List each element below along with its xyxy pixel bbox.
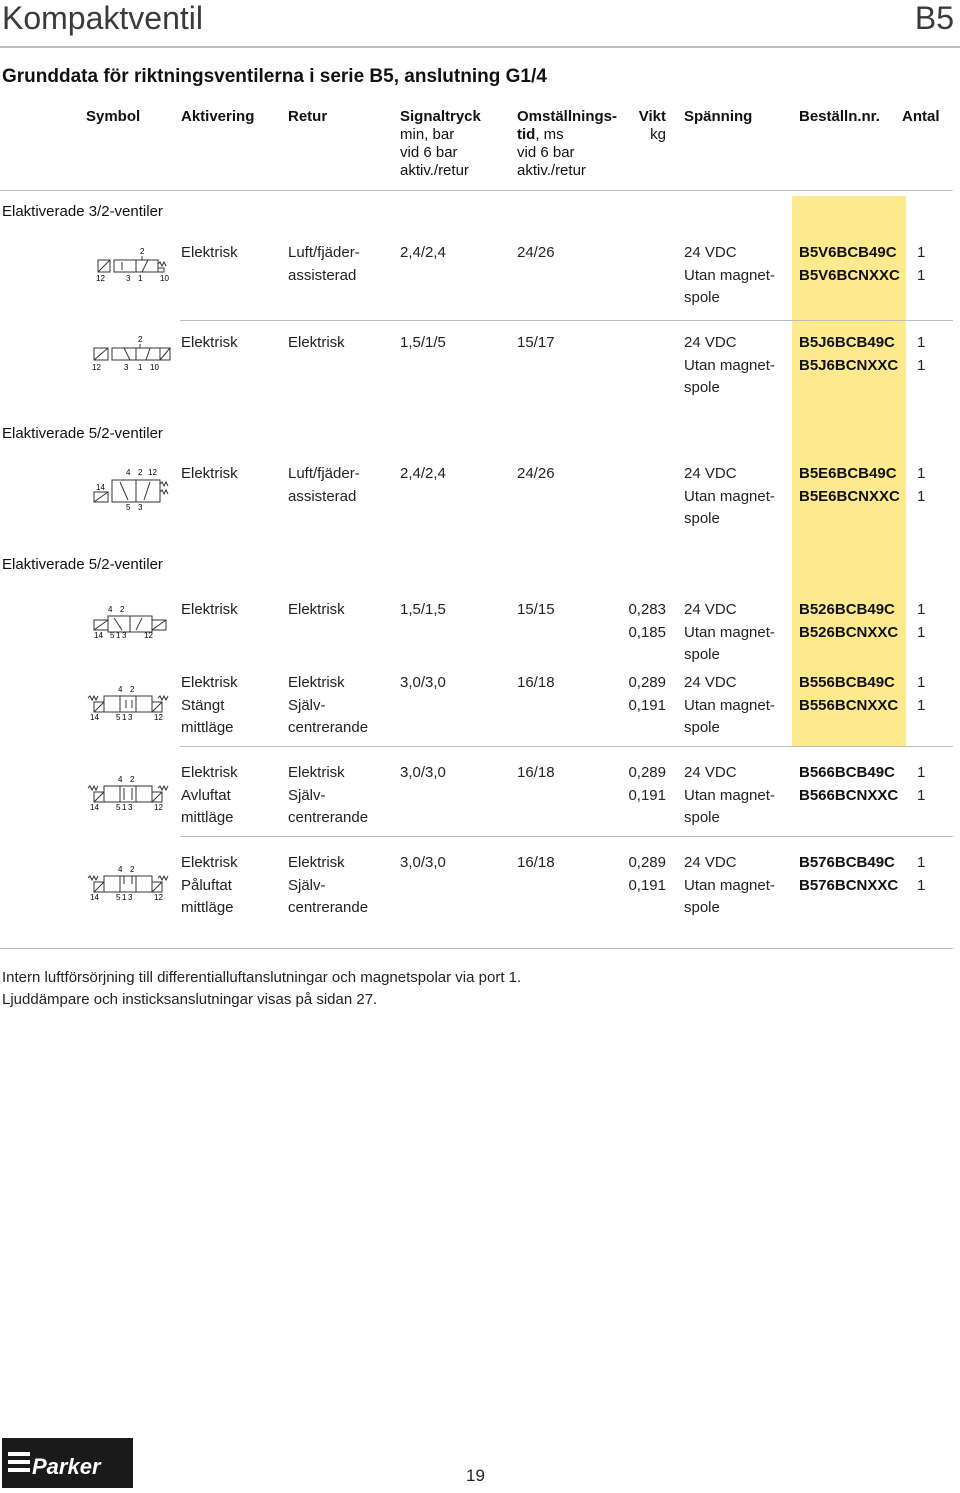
col-header-retur: Retur — [288, 108, 328, 125]
svg-text:2: 2 — [138, 335, 143, 344]
svg-text:3: 3 — [122, 631, 127, 640]
cell-spanning: 24 VDC Utan magnet- spole — [684, 674, 775, 736]
svg-text:1: 1 — [122, 713, 127, 722]
svg-text:12: 12 — [154, 713, 163, 722]
svg-text:4: 4 — [108, 605, 113, 614]
svg-text:3: 3 — [126, 274, 131, 283]
cell-aktivering: Elektrisk Avluftat mittläge — [181, 764, 238, 826]
footnote: Ljuddämpare och insticksanslutningar visas på sidan 27. — [2, 991, 378, 1008]
cell-omstallningstid: 16/18 — [517, 854, 555, 871]
svg-text:10: 10 — [150, 363, 159, 372]
svg-text:5: 5 — [110, 631, 115, 640]
svg-text:2: 2 — [130, 865, 135, 874]
page-number: 19 — [466, 1466, 485, 1485]
footnote: Intern luftförsörjning till differentialluftanslutningar och magnetspolar via port 1. — [2, 969, 522, 986]
svg-text:4: 4 — [118, 685, 123, 694]
cell-omstallningstid: 16/18 — [517, 764, 555, 781]
svg-text:12: 12 — [154, 893, 163, 902]
cell-signaltryck: 1,5/1,5 — [400, 601, 446, 618]
svg-text:1: 1 — [116, 631, 121, 640]
cell-signaltryck: 3,0/3,0 — [400, 674, 446, 691]
cell-antal: 1 1 — [917, 334, 926, 374]
cell-aktivering: Elektrisk — [181, 334, 238, 351]
cell-signaltryck: 1,5/1/5 — [400, 334, 446, 351]
svg-text:12: 12 — [148, 468, 157, 477]
cell-retur: Luft/fjäder- assisterad — [288, 244, 360, 284]
svg-text:12: 12 — [96, 274, 105, 283]
cell-signaltryck: 2,4/2,4 — [400, 244, 446, 261]
cell-signaltryck: 2,4/2,4 — [400, 465, 446, 482]
svg-text:12: 12 — [154, 803, 163, 812]
cell-retur: Luft/fjäder- assisterad — [288, 465, 360, 505]
cell-antal: 1 1 — [917, 674, 926, 714]
cell-antal: 1 1 — [917, 854, 926, 894]
svg-text:4: 4 — [126, 468, 131, 477]
svg-text:4: 4 — [118, 775, 123, 784]
parker-logo-icon — [2, 1438, 133, 1488]
cell-spanning: 24 VDC Utan magnet- spole — [684, 334, 775, 396]
cell-omstallningstid: 16/18 — [517, 674, 555, 691]
svg-text:12: 12 — [144, 631, 153, 640]
cell-spanning: 24 VDC Utan magnet- spole — [684, 244, 775, 306]
page-title: Kompaktventil — [2, 0, 203, 36]
divider — [0, 190, 953, 191]
section-label: Elaktiverade 3/2-ventiler — [2, 203, 163, 220]
cell-retur: Elektrisk Själv- centrerande — [288, 764, 369, 826]
cell-retur: Elektrisk Själv- centrerande — [288, 854, 369, 916]
svg-text:1: 1 — [122, 893, 127, 902]
cell-aktivering: Elektrisk — [181, 601, 238, 618]
svg-text:14: 14 — [94, 631, 103, 640]
svg-text:2: 2 — [138, 468, 143, 477]
cell-aktivering: Elektrisk Stängt mittläge — [181, 674, 238, 736]
col-header-aktivering: Aktivering — [181, 108, 255, 125]
svg-text:3: 3 — [138, 503, 143, 512]
divider — [180, 746, 953, 747]
svg-text:2: 2 — [130, 685, 135, 694]
section-label: Elaktiverade 5/2-ventiler — [2, 556, 163, 573]
cell-order-number: B5V6BCB49C B5V6BCNXXC — [799, 244, 900, 284]
cell-signaltryck: 3,0/3,0 — [400, 764, 446, 781]
cell-signaltryck: 3,0/3,0 — [400, 854, 446, 871]
cell-aktivering: Elektrisk — [181, 244, 238, 261]
cell-antal: 1 1 — [917, 244, 926, 284]
valve-symbol-icon — [86, 684, 172, 722]
cell-spanning: 24 VDC Utan magnet- spole — [684, 854, 775, 916]
cell-vikt: 0,283 0,185 — [628, 601, 666, 641]
cell-order-number: B5J6BCB49C B5J6BCNXXC — [799, 334, 899, 374]
cell-aktivering: Elektrisk — [181, 465, 238, 482]
cell-omstallningstid: 15/17 — [517, 334, 555, 351]
cell-spanning: 24 VDC Utan magnet- spole — [684, 764, 775, 826]
cell-order-number: B526BCB49C B526BCNXXC — [799, 601, 899, 641]
col-header-bestallnr: Beställn.nr. — [799, 108, 880, 125]
section-subtitle: Grunddata för riktningsventilerna i serie B5, anslutning G1/4 — [2, 66, 547, 87]
valve-symbol-icon — [92, 246, 172, 286]
cell-order-number: B576BCB49C B576BCNXXC — [799, 854, 899, 894]
cell-vikt: 0,289 0,191 — [628, 854, 666, 894]
divider — [180, 320, 953, 321]
svg-text:3: 3 — [128, 893, 133, 902]
svg-text:5: 5 — [116, 893, 121, 902]
svg-text:5: 5 — [116, 713, 121, 722]
parker-logo — [2, 1438, 133, 1488]
divider — [180, 836, 953, 837]
valve-symbol-icon — [86, 774, 172, 812]
col-header-vikt: Vikt kg — [638, 108, 666, 143]
svg-text:12: 12 — [92, 363, 101, 372]
cell-omstallningstid: 24/26 — [517, 244, 555, 261]
cell-antal: 1 1 — [917, 764, 926, 804]
svg-text:2: 2 — [120, 605, 125, 614]
svg-text:2: 2 — [130, 775, 135, 784]
header-rule — [0, 46, 960, 48]
cell-aktivering: Elektrisk Påluftat mittläge — [181, 854, 238, 916]
cell-retur: Elektrisk — [288, 334, 345, 351]
divider — [0, 948, 953, 949]
cell-order-number: B556BCB49C B556BCNXXC — [799, 674, 899, 714]
col-header-omstallningstid: Omställnings- tid, ms vid 6 bar aktiv./retur — [517, 108, 618, 179]
col-header-spanning: Spänning — [684, 108, 753, 125]
col-header-signaltryck: Signaltryck min, bar vid 6 bar aktiv./retur — [400, 108, 481, 179]
col-header-symbol: Symbol — [86, 108, 141, 125]
cell-vikt: 0,289 0,191 — [628, 674, 666, 714]
valve-symbol-icon — [92, 604, 172, 640]
svg-text:Parker: Parker — [32, 1454, 101, 1479]
svg-text:14: 14 — [96, 483, 105, 492]
svg-text:10: 10 — [160, 274, 169, 283]
svg-text:1: 1 — [138, 363, 143, 372]
cell-vikt: 0,289 0,191 — [628, 764, 666, 804]
col-header-antal: Antal — [902, 108, 940, 125]
svg-text:1: 1 — [122, 803, 127, 812]
valve-symbol-icon — [92, 466, 172, 512]
cell-spanning: 24 VDC Utan magnet- spole — [684, 465, 775, 527]
svg-text:14: 14 — [90, 893, 99, 902]
valve-symbol-icon — [92, 334, 172, 374]
cell-spanning: 24 VDC Utan magnet- spole — [684, 601, 775, 663]
cell-omstallningstid: 15/15 — [517, 601, 555, 618]
cell-antal: 1 1 — [917, 465, 926, 505]
svg-text:3: 3 — [128, 803, 133, 812]
series-code: B5 — [914, 0, 954, 36]
svg-text:5: 5 — [116, 803, 121, 812]
svg-text:1: 1 — [138, 274, 143, 283]
svg-text:3: 3 — [124, 363, 129, 372]
cell-antal: 1 1 — [917, 601, 926, 641]
valve-symbol-icon — [86, 864, 172, 902]
svg-text:4: 4 — [118, 865, 123, 874]
svg-text:2: 2 — [140, 247, 145, 256]
svg-text:14: 14 — [90, 713, 99, 722]
svg-text:14: 14 — [90, 803, 99, 812]
cell-retur: Elektrisk — [288, 601, 345, 618]
svg-text:3: 3 — [128, 713, 133, 722]
cell-order-number: B5E6BCB49C B5E6BCNXXC — [799, 465, 900, 505]
cell-omstallningstid: 24/26 — [517, 465, 555, 482]
cell-order-number: B566BCB49C B566BCNXXC — [799, 764, 899, 804]
cell-retur: Elektrisk Själv- centrerande — [288, 674, 369, 736]
section-label: Elaktiverade 5/2-ventiler — [2, 425, 163, 442]
svg-text:5: 5 — [126, 503, 131, 512]
